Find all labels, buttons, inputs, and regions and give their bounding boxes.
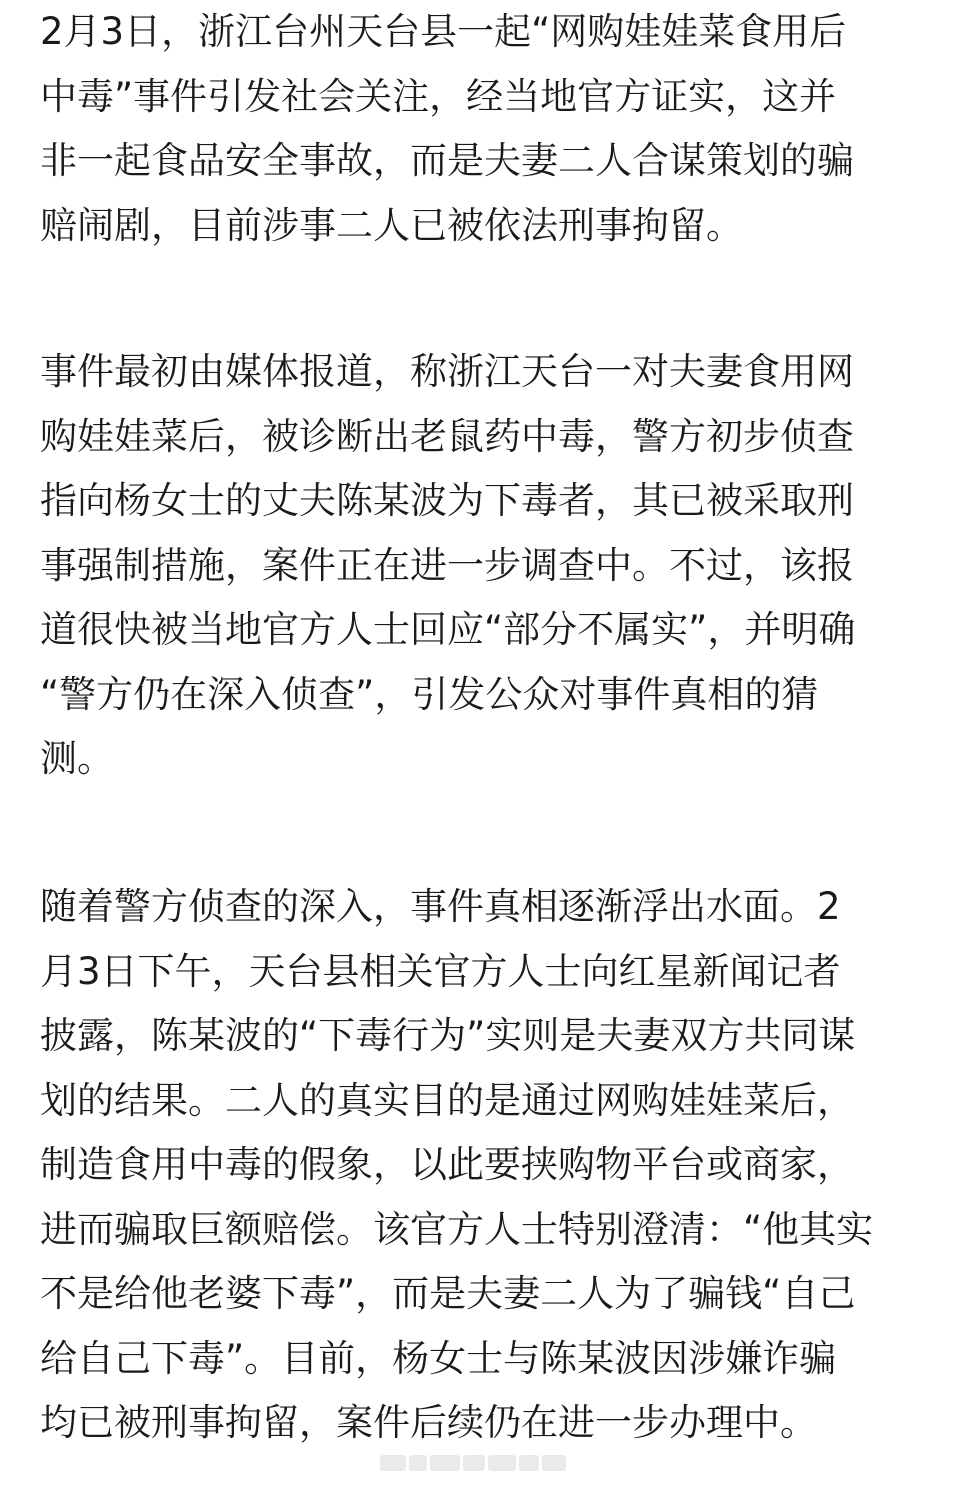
watermark-mark — [463, 1455, 485, 1471]
watermark-mark — [519, 1455, 539, 1471]
watermark-mark — [380, 1455, 406, 1471]
watermark-mark — [430, 1455, 460, 1471]
paragraph-2 — [40, 340, 855, 792]
paragraph-line: 划的结果。二人的真实目的是通过网购娃娃菜后， — [40, 1078, 854, 1122]
paragraph-line: 均已被刑事拘留，案件后续仍在进一步办理中。 — [40, 1401, 817, 1444]
paragraph-line: “警方仍在深入侦查”，引发公众对事件真相的猜 — [40, 672, 819, 716]
paragraph-line: 测。 — [40, 737, 114, 780]
watermark-mark — [409, 1455, 427, 1471]
paragraph-line: 不是给他老婆下毒”，而是夫妻二人为了骗钱“自己 — [40, 1272, 856, 1315]
paragraph-line: 给自己下毒”。目前，杨女士与陈某波因涉嫌诈骗 — [40, 1336, 837, 1380]
watermark-mark — [488, 1455, 516, 1471]
watermark — [380, 1452, 580, 1474]
paragraph-line: 2月3日，浙江台州天台县一起“网购娃娃菜食用后 — [40, 10, 847, 53]
paragraph-line: 道很快被当地官方人士回应“部分不属实”，并明确 — [40, 608, 856, 651]
paragraph-line: 购娃娃菜后，被诊断出老鼠药中毒，警方初步侦查 — [40, 414, 854, 458]
paragraph-3 — [40, 875, 873, 1456]
paragraph-line: 制造食用中毒的假象，以此要挟购物平台或商家， — [40, 1143, 854, 1186]
paragraph-line: 事强制措施，案件正在进一步调查中。不过，该报 — [40, 543, 854, 587]
paragraph-line: 指向杨女士的丈夫陈某波为下毒者，其已被采取刑 — [40, 479, 854, 522]
paragraph-line: 披露，陈某波的“下毒行为”实则是夫妻双方共同谋 — [40, 1014, 856, 1057]
paragraph-line: 事件最初由媒体报道，称浙江天台一对夫妻食用网 — [40, 350, 854, 393]
paragraph-line: 中毒”事件引发社会关注，经当地官方证实，这并 — [40, 74, 837, 118]
paragraph-line: 非一起食品安全事故，而是夫妻二人合谋策划的骗 — [40, 139, 854, 182]
paragraph-1 — [40, 0, 854, 258]
watermark-mark — [542, 1455, 566, 1471]
paragraph-line: 随着警方侦查的深入，事件真相逐渐浮出水面。2 — [40, 885, 841, 928]
paragraph-line: 月3日下午，天台县相关官方人士向红星新闻记者 — [40, 949, 841, 993]
paragraph-line: 赔闹剧，目前涉事二人已被依法刑事拘留。 — [40, 203, 743, 247]
paragraph-line: 进而骗取巨额赔偿。该官方人士特别澄清：“他其实 — [40, 1207, 874, 1251]
